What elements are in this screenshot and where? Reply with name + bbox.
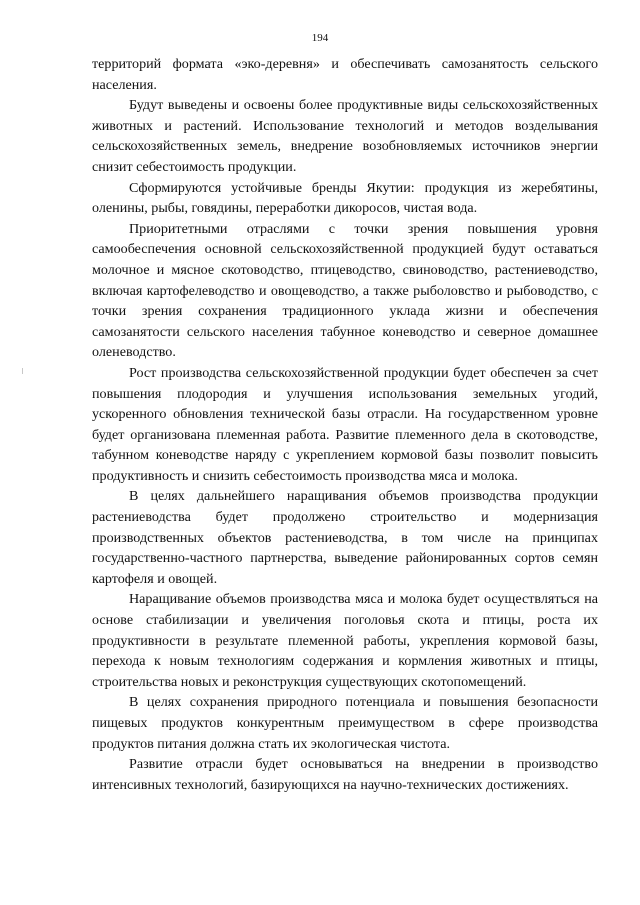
paragraph: В целях дальнейшего наращивания объемов производства продукции растениеводства будет продолжено строительство и модернизация производственных объектов растениеводства, в том числе на принципах государственно-частного партнерства, выведение районированных сортов семян картофеля и овощей. — [92, 488, 598, 587]
paragraph: Рост производства сельскохозяйственной продукции будет обеспечен за счет повышения плодородия и улучшения использования земельных угодий, ускоренного обновления технической базы отрасли. На государственном уровне будет организована племенная работа. Развитие племенного дела в скотоводстве, табунном коневодстве наряду с укреплением кормовой базы позволит повысить продуктивность и снизить себестоимость производства мяса и молока. — [92, 364, 598, 484]
paragraph: Сформируются устойчивые бренды Якутии: продукция из жеребятины, оленины, рыбы, говядины, переработки дикоросов, чистая вода. — [92, 179, 598, 217]
paragraph: Приоритетными отраслями с точки зрения повышения уровня самообеспечения основной сельскохозяйственной продукцией будут оставаться молочное и мясное скотоводство, птицеводство, свиноводство, растениеводство, включая картофелеводство и овощеводство, а также рыболовство и рыбоводство, с точки зрения сохранения традиционного уклада жизни и обеспечения самозанятости сельского населения табунное коневодство и северное домашнее оленеводство. — [92, 220, 598, 361]
body-text — [92, 54, 598, 795]
paragraph: В целях сохранения природного потенциала и повышения безопасности пищевых продуктов конкурентным преимуществом в сфере производства продуктов питания должна стать их экологическая чистота. — [92, 694, 598, 752]
paragraph: Будут выведены и освоены более продуктивные виды сельскохозяйственных животных и растений. Использование технологий и методов возделывания сельскохозяйственных земель, внедрение возобновляемых источников энергии снизит себестоимость продукции. — [92, 97, 598, 175]
paragraph: Наращивание объемов производства мяса и молока будет осуществляться на основе стабилизации и увеличения поголовья скота и птицы, роста их продуктивности в результате племенной работы, укрепления кормовой базы, перехода к новым технологиям содержания и кормления животных и птицы, строительства новых и реконструкция существующих скотопомещений. — [92, 591, 598, 690]
page-number: 194 — [311, 32, 329, 44]
paragraph: Развитие отрасли будет основываться на внедрении в производство интенсивных технологий, базирующихся на научно-технических достижениях. — [92, 756, 598, 793]
scan-margin-mark — [22, 368, 23, 374]
paragraph-continuation: территорий формата «эко-деревня» и обеспечивать самозанятость сельского населения. — [92, 56, 598, 93]
